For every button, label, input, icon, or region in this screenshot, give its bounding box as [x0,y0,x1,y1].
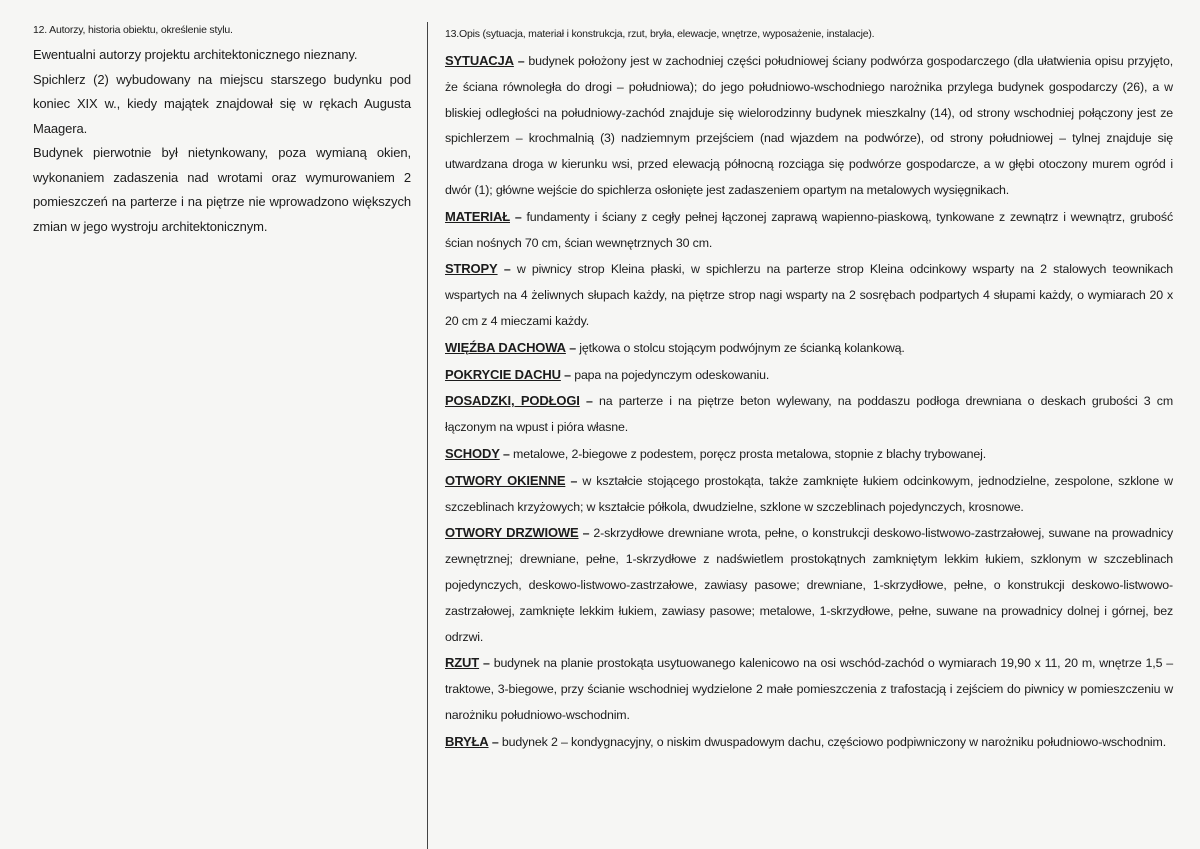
section-text: fundamenty i ściany z cegły pełnej łączonej zaprawą wapienno-piaskową, tynkowane z zewnątrz i wewnątrz, grubość ścian nośnych 70 cm, ścian wewnętrznych 30 cm. [445,209,1173,250]
section-term: STROPY [445,261,498,277]
section-term: POKRYCIE DACHU [445,366,561,382]
section-term: BRYŁA [445,733,489,749]
section-text: metalowe, 2-biegowe z podestem, poręcz prosta metalowa, stopnie z blachy trybowanej. [513,446,986,461]
section-material [445,204,1173,257]
section-sytuacja [445,48,1173,204]
section-term: OTWORY OKIENNE [445,472,566,488]
left-heading: 12. Autorzy, historia obiektu, określenie stylu. [33,24,233,36]
section-dash: – [510,209,527,224]
section-dash: – [579,394,599,409]
section-text: papa na pojedynczym odeskowaniu. [574,367,770,382]
section-dash: – [560,367,575,382]
right-heading: 13.Opis (sytuacja, materiał i konstrukcja, rzut, bryła, elewacje, wnętrze, wyposażenie, instalacje). [445,28,875,40]
section-term: POSADZKI, PODŁOGI [445,393,580,409]
section-otwory-drzwiowe [445,520,1173,650]
section-dash: – [497,262,517,277]
history-paragraph: Spichlerz (2) wybudowany na miejscu starszego budynku pod koniec XIX w., kiedy majątek znajdował się w rękach Augusta Maagera. [33,71,411,136]
section-bryla [445,729,1173,756]
section-term: OTWORY DRZWIOWE [445,525,579,541]
section-dash: – [513,54,529,68]
section-text: budynek na planie prostokąta usytuowanego kalenicowo na osi wschód-zachód o wymiarach 19,90 x 11, 20 m, wnętrze 1,5 – traktowe, 3-biegowe, przy ścianie wschodniej wydzielone 2 małe pomieszczenia z trafostacją i zejściem do piwnicy w pomieszczeniu w narożniku południowo-wschodnim. [445,656,1173,722]
right-column [445,27,1173,756]
authors-paragraph: Ewentualni autorzy projektu architektonicznego nieznany. [33,47,358,62]
section-term: WIĘŹBA DACHOWA [445,339,566,355]
section-text: 2-skrzydłowe drewniane wrota, pełne, o konstrukcji deskowo-listwowo-zastrzałowej, suwane na prowadnicy zewnętrznej; drewniane, pełne, 1-skrzydłowe z nadświetlem prostokątnych zamkniętym lekkim łukiem, szklonym w szczeblinach pojedynczych, deskowo-listwowo-zastrzałowe, zawiasy pasowe; drewniane, 1-skrzydłowe, pełne, o konstrukcji deskowo-listwowo-zastrzałowej, zamknięte lekkim łukiem, zawiasy pasowe; metalowe, 1-skrzydłowe, pełne, suwane na prowadnicy dolnej i górnej, bez odrzwi. [445,526,1173,644]
left-column [33,23,411,239]
section-dash: – [578,526,594,541]
section-wiezba-dachowa [445,335,1173,362]
section-rzut [445,650,1173,728]
section-text: w piwnicy strop Kleina płaski, w spichlerzu na parterze strop Kleina odcinkowy wsparty na 2 stalowych teownikach wspartych na 4 żeliwnych słupach każdy, na piętrze strop nagi wsparty na 2 sosrębach podpartych 4 słupami każdy, o wymiarach 20 x 20 cm z 4 mieczami każdy. [445,262,1173,328]
style-paragraph: Budynek pierwotnie był nietynkowany, poza wymianą okien, wykonaniem zadaszenia nad wrotami oraz wymurowaniem 2 pomieszczeń na parterze i na piętrze nie wprowadzono większych zmian w jego wystroju architektonicznym. [33,145,411,234]
section-text: na parterze i na piętrze beton wylewany, na poddaszu podłoga drewniana o deskach grubości 3 cm łączonym na wpust i pióra własne. [445,394,1174,435]
section-term: MATERIAŁ [445,208,510,224]
section-text: jętkowa o stolcu stojącym podwójnym ze ścianką kolankową. [579,340,905,355]
section-schody [445,441,1173,468]
section-text: budynek położony jest w zachodniej części południowej ściany podwórza gospodarczego (dla ułatwienia opisu przyjęto, że ściana równoległa do drogi – południowa); do jego południowo-wschodniego narożnika przylega budynek gospodarczy (26), a w bliskiej odległości na południowy-zachód znajduje się wielorodzinny budynek mieszkalny (14), od strony wschodniej połączony jest ze spichlerzem – krochmalnią (3) nadziemnym przejściem (nad wjazdem na podwórze), od strony południowej – tylnej znajduje się utwardzana droga w kierunku wsi, przed elewacją północną rozciąga się podwórze gospodarcze, a w głębi otoczony murem ogród i dwór (1); główne wejście do spichlerza osłonięte jest zadaszeniem opartym na metalowych wysięgnikach. [445,54,1174,197]
section-dash: – [479,656,494,671]
column-divider [427,22,428,849]
section-term: SCHODY [445,445,500,461]
section-posadzki-podlogi [445,388,1173,441]
section-otwory-okienne [445,468,1173,521]
section-text: w kształcie stojącego prostokąta, także zamknięte łukiem odcinkowym, jednodzielne, zespolone, szklone w szczeblinach krzyżowych; w kształcie półkola, dwudzielne, szklone w szczeblinach pojedynczych, krosnowe. [445,473,1173,514]
section-dash: – [488,734,502,749]
section-dash: – [499,446,514,461]
section-term: SYTUACJA [445,53,514,68]
section-pokrycie-dachu [445,362,1173,389]
section-term: RZUT [445,655,480,671]
section-dash: – [565,340,580,355]
section-stropy [445,256,1173,334]
section-text: budynek 2 – kondygnacyjny, o niskim dwuspadowym dachu, częściowo podpiwniczony w narożniku południowo-wschodnim. [501,734,1167,749]
section-dash: – [565,473,583,488]
